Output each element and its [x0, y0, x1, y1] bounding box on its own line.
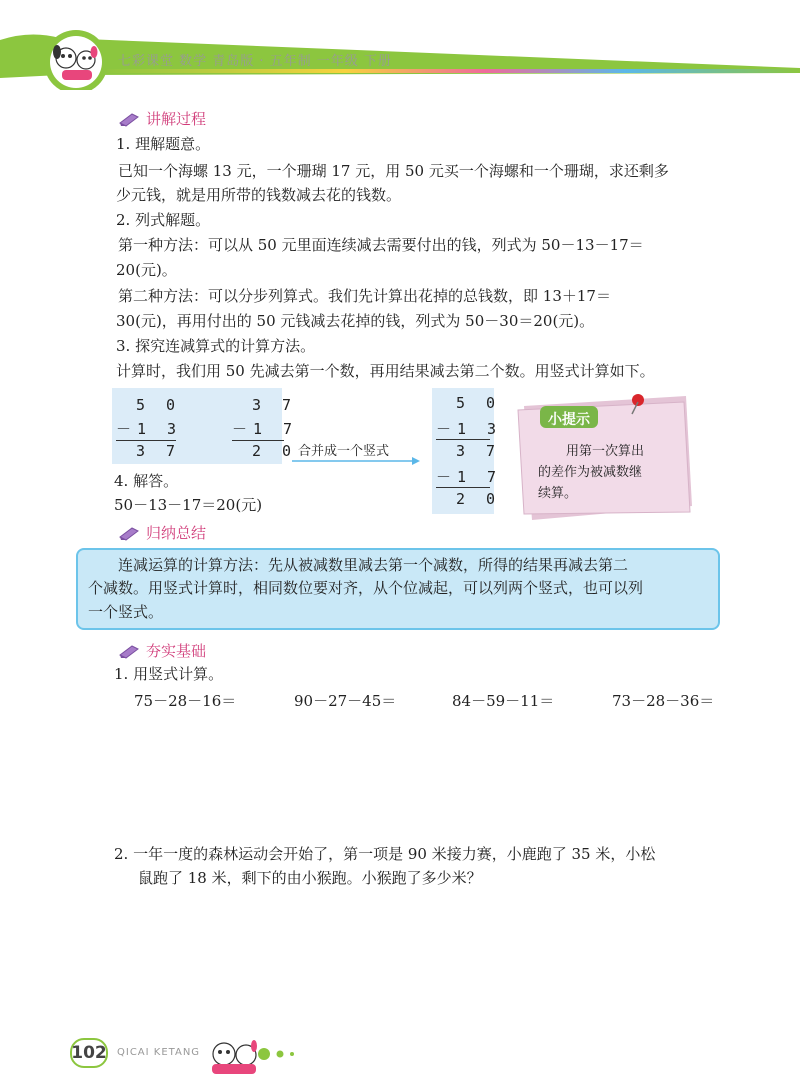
vertical-calc-a [112, 388, 299, 466]
method1-line2: 20(元)。 [116, 261, 177, 279]
tip-title: 小提示 [548, 412, 590, 428]
expression-4: 73－28－36＝ [612, 692, 715, 710]
practice-q1: 1. 用竖式计算。 [114, 665, 224, 683]
calc-c-row4: －1 7 [436, 468, 503, 486]
method2-line2: 30(元)，再用付出的 50 元钱减去花掉的钱，列式为 50－30＝20(元)。 [116, 312, 595, 330]
calc-a-row3: 3 7 [136, 442, 182, 460]
calc-b-row3: 2 0 [252, 442, 298, 460]
summary-line1: 连减运算的计算方法：先从被减数里减去第一个减数，所得的结果再减去第二 [118, 556, 629, 574]
method3-line1: 计算时，我们用 50 先减去第一个数，再用结果减去第二个数。用竖式计算如下。 [116, 362, 655, 380]
section-summary [118, 522, 206, 543]
series-title: 七彩课堂 数学 青岛版 · 五年制 一年级 下册 [118, 54, 392, 69]
summary-line2: 个减数。用竖式计算时，相同数位要对齐，从个位减起，可以列两个竖式，也可以列 [88, 579, 644, 597]
section-practice-title: 夯实基础 [146, 642, 207, 660]
step-3: 3. 探究连减算式的计算方法。 [116, 337, 316, 355]
calc-c-rule2 [436, 487, 490, 488]
summary-line3: 一个竖式。 [88, 603, 164, 621]
calc-c-row1: 5 0 [456, 394, 502, 412]
calc-b-row1: 3 7 [252, 396, 298, 414]
pencil-icon [118, 643, 140, 659]
para1-line2: 少元钱，就是用所带的钱数减去花的钱数。 [116, 186, 402, 204]
page-number: 102 [70, 1038, 108, 1068]
calc-a-row1: 5 0 [136, 396, 182, 414]
step-2: 2. 列式解题。 [116, 211, 211, 229]
calc-a-rule [116, 440, 176, 441]
pencil-icon [118, 525, 140, 541]
step-4: 4. 解答。 [114, 472, 179, 490]
tip-line1: 用第一次算出 [566, 444, 645, 459]
footer-brand: QICAI KETANG [117, 1047, 201, 1058]
pencil-icon [118, 111, 140, 127]
summary-box [76, 548, 720, 630]
expression-2: 90－27－45＝ [294, 692, 397, 710]
expression-3: 84－59－11＝ [452, 692, 555, 710]
section-explain-title: 讲解过程 [146, 110, 207, 128]
section-practice [118, 640, 206, 661]
method1-line1: 第一种方法：可以从 50 元里面连续减去需要付出的钱，列式为 50－13－17＝ [118, 236, 644, 254]
section-explain [118, 108, 206, 129]
tip-line2: 的差作为被减数继 [538, 465, 643, 480]
practice-q2-line2: 鼠跑了 18 米，剩下的由小猴跑。小猴跑了多少米？ [138, 869, 482, 887]
arrow-right-icon [292, 456, 422, 466]
calc-c-row2: －1 3 [436, 420, 503, 438]
calc-c-row3: 3 7 [456, 442, 502, 460]
merge-label: 合并成一个竖式 [298, 444, 390, 459]
header-banner [0, 0, 800, 90]
section-summary-title: 归纳总结 [146, 524, 207, 542]
calc-c-row5: 2 0 [456, 490, 502, 508]
calc-a-row2: －1 3 [116, 420, 183, 438]
practice-q2-line1: 2. 一年一度的森林运动会开始了，第一项是 90 米接力赛，小鹿跑了 35 米，小松 [114, 845, 656, 863]
tip-line3: 续算。 [538, 486, 578, 501]
para1-line1: 已知一个海螺 13 元，一个珊瑚 17 元，用 50 元买一个海螺和一个珊瑚，求还剩多 [118, 162, 669, 180]
expression-1: 75－28－16＝ [134, 692, 237, 710]
step-1: 1. 理解题意。 [116, 135, 211, 153]
vertical-calc-c [432, 388, 503, 514]
answer: 50－13－17＝20(元) [114, 496, 263, 514]
calc-b-rule [232, 440, 284, 441]
calc-c-rule1 [436, 439, 490, 440]
method2-line1: 第二种方法：可以分步列算式。我们先计算出花掉的总钱数，即 13＋17＝ [118, 287, 611, 305]
calc-b-row2: －1 7 [232, 420, 299, 438]
